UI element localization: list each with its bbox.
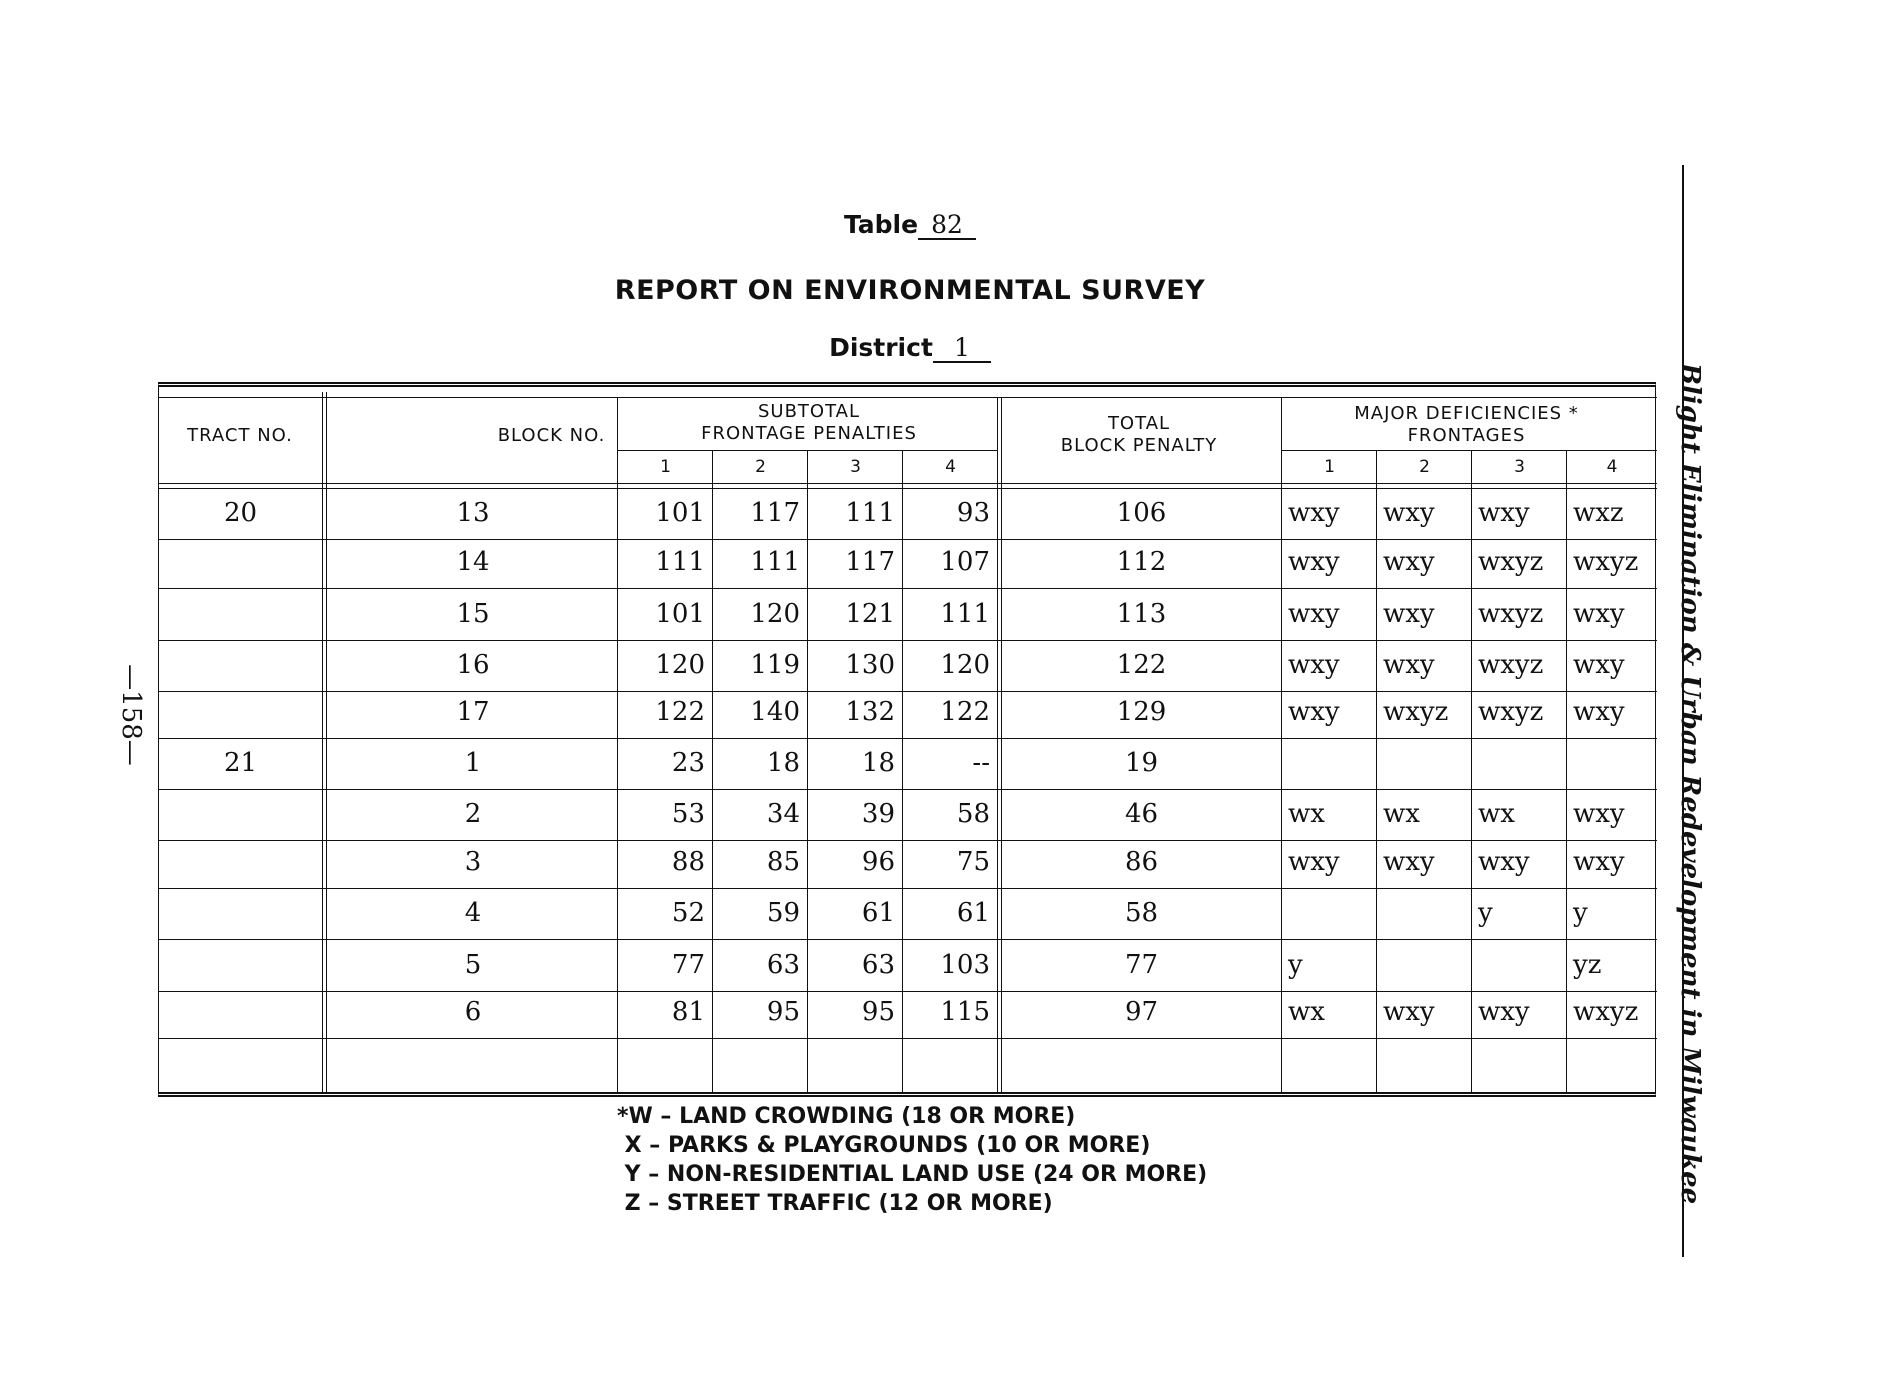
penalty-cell: 96 [861, 847, 895, 877]
penalty-cell: 39 [861, 799, 895, 829]
penalty-cell: 111 [845, 498, 895, 528]
deficiency-cell: wxz [1573, 498, 1624, 528]
deficiency-cell: wx [1288, 997, 1325, 1027]
survey-table [158, 382, 1656, 1097]
row-separator [159, 1038, 1657, 1039]
deficiency-cell: wxy [1383, 847, 1435, 877]
row-separator [159, 539, 1657, 540]
penalty-cell: 101 [655, 599, 705, 629]
subtotal-col-2: 2 [755, 457, 766, 477]
deficiency-cell: wxyz [1383, 697, 1449, 727]
deficiency-cell [1567, 743, 1657, 783]
penalty-cell: 75 [956, 847, 990, 877]
row-separator [159, 840, 1657, 841]
total-cell: 106 [1116, 498, 1167, 528]
penalty-cell: 88 [671, 847, 705, 877]
header-major-line2: FRONTAGES [1407, 425, 1526, 446]
legend-item-x: X – PARKS & PLAYGROUNDS (10 OR MORE) [617, 1133, 1151, 1158]
deficiency-cell: wxy [1478, 847, 1530, 877]
deficiency-cell: wx [1478, 799, 1515, 829]
total-cell: 77 [1124, 950, 1159, 980]
frontage-col-4: 4 [1606, 457, 1618, 477]
penalty-cell: 95 [861, 997, 895, 1027]
penalty-cell: 18 [766, 748, 800, 778]
header-block: BLOCK NO. [497, 425, 606, 446]
total-cell: 19 [1124, 748, 1159, 778]
penalty-cell: 119 [750, 650, 800, 680]
penalty-cell: 117 [845, 547, 895, 577]
penalty-cell: 111 [940, 599, 990, 629]
penalty-cell: 132 [845, 697, 895, 727]
header-tract: TRACT NO. [187, 425, 293, 446]
deficiency-cell: wx [1288, 799, 1325, 829]
legend-item-y: Y – NON-RESIDENTIAL LAND USE (24 OR MORE) [617, 1162, 1208, 1187]
table-label: Table [843, 210, 919, 239]
tract-cell [159, 842, 322, 882]
total-cell: 58 [1124, 898, 1159, 928]
legend [617, 1102, 1207, 1218]
penalty-cell: 111 [750, 547, 800, 577]
penalty-cell: 101 [655, 498, 705, 528]
total-cell: 113 [1116, 599, 1167, 629]
deficiency-cell: wxy [1383, 599, 1435, 629]
penalty-cell: 59 [766, 898, 800, 928]
legend-item-z: Z – STREET TRAFFIC (12 OR MORE) [617, 1191, 1053, 1216]
penalty-cell: 81 [671, 997, 705, 1027]
block-cell: 4 [464, 898, 482, 928]
header-top-rule [159, 397, 1657, 398]
deficiency-cell [1377, 743, 1472, 783]
deficiency-cell: wxy [1383, 547, 1435, 577]
frontage-divider-rule [1282, 450, 1657, 451]
deficiency-cell: wxy [1478, 997, 1530, 1027]
row-separator [159, 888, 1657, 889]
side-title: Blight Elimination & Urban Redevelopment in Milwaukee [1675, 363, 1705, 1205]
row-separator [159, 789, 1657, 790]
penalty-cell: 120 [750, 599, 800, 629]
deficiency-cell: y [1288, 950, 1303, 980]
header-bottom-rule-b [159, 488, 1657, 489]
total-cell: 97 [1124, 997, 1159, 1027]
penalty-cell: 107 [940, 547, 990, 577]
row-separator [159, 738, 1657, 739]
deficiency-cell [1282, 743, 1377, 783]
tract-cell [159, 945, 322, 985]
deficiency-cell: wxy [1383, 498, 1435, 528]
penalty-cell: 18 [861, 748, 895, 778]
penalty-cell: 122 [940, 697, 990, 727]
block-cell: 17 [456, 697, 490, 727]
deficiency-cell: wxy [1573, 599, 1625, 629]
block-cell: 15 [456, 599, 490, 629]
tract-cell [159, 542, 322, 582]
header-subtotal-line1: SUBTOTAL [757, 401, 861, 422]
district-label: District [829, 333, 933, 362]
subtotal-divider-rule [618, 450, 998, 451]
block-cell: 5 [464, 950, 482, 980]
deficiency-cell: wxy [1573, 847, 1625, 877]
deficiency-cell: wxy [1573, 697, 1625, 727]
deficiency-cell: wxy [1288, 599, 1340, 629]
tract-cell [159, 645, 322, 685]
penalty-cell: 52 [671, 898, 705, 928]
frontage-col-3: 3 [1514, 457, 1525, 477]
deficiency-cell: wxy [1288, 498, 1340, 528]
header-total-line1: TOTAL [1107, 413, 1171, 434]
deficiency-cell [1282, 893, 1377, 933]
deficiency-cell: wxy [1288, 847, 1340, 877]
frontage-col-2: 2 [1419, 457, 1430, 477]
header-subtotal-line2: FRONTAGE PENALTIES [701, 423, 917, 444]
deficiency-cell: wxyz [1478, 599, 1544, 629]
tract-cell [159, 794, 322, 834]
penalty-cell: 61 [956, 898, 990, 928]
penalty-cell: 95 [766, 997, 800, 1027]
block-cell: 1 [464, 748, 482, 778]
row-separator [159, 640, 1657, 641]
deficiency-cell: wxy [1383, 650, 1435, 680]
penalty-cell: 117 [750, 498, 800, 528]
total-cell: 86 [1124, 847, 1159, 877]
penalty-cell: 103 [940, 950, 990, 980]
penalty-cell: 34 [766, 799, 800, 829]
penalty-cell: 58 [956, 799, 990, 829]
deficiency-cell: wxyz [1478, 697, 1544, 727]
page-number: —158— [115, 664, 146, 766]
tract-cell [159, 692, 322, 732]
penalty-cell: 93 [956, 498, 990, 528]
tract-cell [159, 893, 322, 933]
deficiency-cell: wxyz [1573, 997, 1639, 1027]
deficiency-cell: wxy [1573, 650, 1625, 680]
total-cell: 46 [1124, 799, 1159, 829]
penalty-cell: 121 [845, 599, 895, 629]
deficiency-cell: y [1478, 898, 1493, 928]
total-cell: 112 [1116, 547, 1167, 577]
block-cell: 6 [464, 997, 482, 1027]
penalty-cell: 120 [940, 650, 990, 680]
penalty-cell: -- [972, 748, 990, 778]
block-cell: 13 [456, 498, 490, 528]
row-separator [159, 939, 1657, 940]
deficiency-cell [1377, 893, 1472, 933]
penalty-cell: 122 [655, 697, 705, 727]
deficiency-cell: wxy [1288, 547, 1340, 577]
block-cell: 3 [464, 847, 482, 877]
penalty-cell: 85 [766, 847, 800, 877]
district-line [560, 333, 1260, 363]
row-separator [159, 588, 1657, 589]
deficiency-cell: yz [1573, 950, 1602, 980]
tract-cell [159, 594, 322, 634]
penalty-cell: 130 [845, 650, 895, 680]
tract-cell [159, 992, 322, 1032]
deficiency-cell: wxyz [1573, 547, 1639, 577]
penalty-cell: 77 [671, 950, 705, 980]
subtotal-col-4: 4 [945, 457, 956, 477]
table-title [560, 210, 1260, 240]
deficiency-cell: wxy [1288, 650, 1340, 680]
report-title: REPORT ON ENVIRONMENTAL SURVEY [614, 275, 1206, 306]
tract-block-divider [322, 392, 327, 1092]
deficiency-cell [1377, 945, 1472, 985]
tract-cell: 20 [223, 498, 258, 528]
district-number: 1 [933, 335, 991, 363]
header-total-line2: BLOCK PENALTY [1060, 435, 1218, 456]
penalty-cell: 63 [766, 950, 800, 980]
deficiency-cell [1472, 743, 1567, 783]
penalty-cell: 23 [671, 748, 705, 778]
penalty-cell: 61 [861, 898, 895, 928]
penalty-cell: 111 [655, 547, 705, 577]
deficiency-cell: wxy [1383, 997, 1435, 1027]
penalty-cell: 63 [861, 950, 895, 980]
header-major-line1: MAJOR DEFICIENCIES * [1354, 403, 1579, 424]
tract-cell: 21 [223, 748, 258, 778]
deficiency-cell: wxyz [1478, 547, 1544, 577]
deficiency-cell: y [1573, 898, 1588, 928]
total-cell: 129 [1116, 697, 1167, 727]
subtotal-col-1: 1 [660, 457, 671, 477]
penalty-cell: 115 [940, 997, 990, 1027]
deficiency-cell [1472, 945, 1567, 985]
header-bottom-rule-a [159, 483, 1657, 484]
deficiency-cell: wxyz [1478, 650, 1544, 680]
deficiency-cell: wxy [1573, 799, 1625, 829]
penalty-cell: 53 [671, 799, 705, 829]
penalty-cell: 120 [655, 650, 705, 680]
total-cell: 122 [1116, 650, 1167, 680]
block-cell: 16 [456, 650, 490, 680]
deficiency-cell: wxy [1478, 498, 1530, 528]
deficiency-cell: wx [1383, 799, 1420, 829]
table-number: 82 [918, 212, 976, 240]
block-cell: 2 [464, 799, 482, 829]
penalty-cell: 140 [750, 697, 800, 727]
subtotal-col-3: 3 [850, 457, 861, 477]
block-cell: 14 [456, 547, 490, 577]
frontage-col-1: 1 [1324, 457, 1335, 477]
deficiency-cell: wxy [1288, 697, 1340, 727]
legend-item-w: *W – LAND CROWDING (18 OR MORE) [617, 1104, 1076, 1129]
